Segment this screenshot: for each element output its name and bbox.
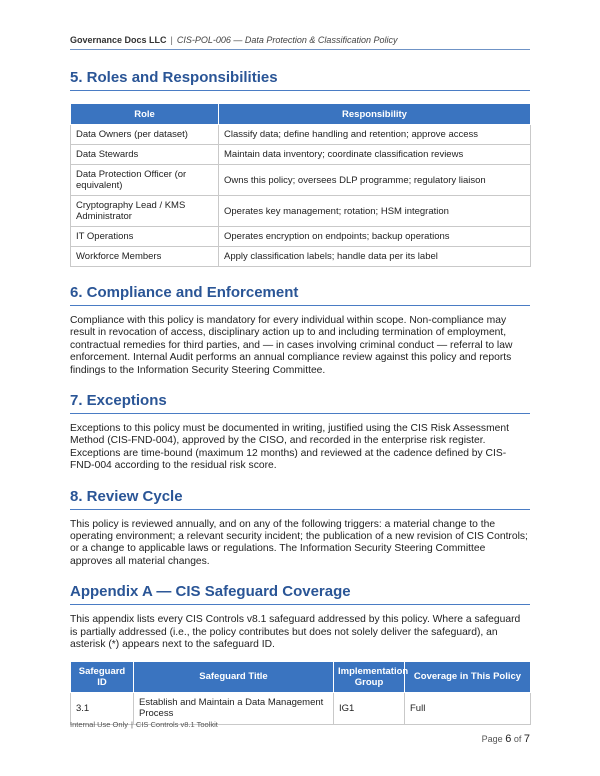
safeguard-table-header-row: [71, 661, 531, 692]
running-header: [70, 35, 530, 45]
table-row: [71, 125, 531, 145]
header-rule: [70, 49, 530, 50]
footer-separator: |: [130, 720, 133, 729]
page-content: [70, 69, 530, 725]
responsibility-cell: Classify data; define handling and retention; approve access: [219, 125, 531, 145]
section-7-paragraph: Exceptions to this policy must be documented in writing, justified using the CIS Risk Assessment Method (CIS-FND-004), approved by the CISO, and recorded in the enterprise risk register. Exceptions are time-bound (maximum 12 months) and reviewed at the cadence defined by CIS-FND-004 according to the residual risk score.: [70, 423, 509, 472]
responsibility-cell: Apply classification labels; handle data per its label: [219, 247, 531, 267]
table-row: [71, 145, 531, 165]
role-cell: IT Operations: [71, 227, 219, 247]
roles-header-role: Role: [71, 104, 219, 125]
header-separator: |: [170, 35, 173, 45]
running-footer: [70, 720, 218, 729]
safeguard-table: [70, 661, 531, 725]
appendix-a-paragraph: This appendix lists every CIS Controls v8.1 safeguard addressed by this policy. Where a safeguard is partially addressed (i.e., the policy contributes but does not solely deliver the safeguard), an asterisk (*) appears next to the safeguard ID.: [70, 614, 521, 651]
roles-table: [70, 103, 531, 267]
section-7-heading: 7. Exceptions: [70, 392, 530, 414]
appendix-a-heading: Appendix A — CIS Safeguard Coverage: [70, 583, 530, 605]
role-cell: Cryptography Lead / KMS Administrator: [71, 196, 219, 227]
page-current: 6: [505, 733, 512, 745]
implementation-group-cell: IG1: [334, 692, 405, 724]
role-cell: Data Stewards: [71, 145, 219, 165]
page-label: Page: [481, 734, 503, 744]
responsibility-cell: Maintain data inventory; coordinate classification reviews: [219, 145, 531, 165]
safeguard-title-cell: Establish and Maintain a Data Management Process: [134, 692, 334, 724]
responsibility-cell: Operates encryption on endpoints; backup operations: [219, 227, 531, 247]
responsibility-cell: Operates key management; rotation; HSM integration: [219, 196, 531, 227]
section-5-heading: 5. Roles and Responsibilities: [70, 69, 530, 91]
table-row: [71, 196, 531, 227]
table-row: [71, 165, 531, 196]
footer-toolkit: CIS Controls v8.1 Toolkit: [135, 720, 218, 729]
role-cell: Data Protection Officer (or equivalent): [71, 165, 219, 196]
role-cell: Workforce Members: [71, 247, 219, 267]
responsibility-cell: Owns this policy; oversees DLP programme; regulatory liaison: [219, 165, 531, 196]
footer-classification: Internal Use Only: [70, 720, 128, 729]
section-6-paragraph: Compliance with this policy is mandatory for every individual within scope. Non-compliance may result in revocation of access, disciplinary action up to and including termination of employment, contractual remedies for third parties, and — in cases involving criminal conduct — referral to law enforcement. Internal Audit performs an annual compliance review against this policy and reports findings to the Information Security Steering Committee.: [70, 315, 513, 376]
section-8-heading: 8. Review Cycle: [70, 488, 530, 510]
role-cell: Data Owners (per dataset): [71, 125, 219, 145]
page-of: of: [513, 734, 522, 744]
table-row: [71, 247, 531, 267]
section-8-paragraph: This policy is reviewed annually, and on any of the following triggers: a material change to the operating environment; a relevant security incident; the publication of a new revision of CIS Controls; or a change to applicable laws or regulations. The Information Security Steering Committee approves all material changes.: [70, 518, 528, 567]
coverage-cell: Full: [405, 692, 531, 724]
page-total: 7: [523, 733, 530, 745]
safeguard-header-coverage: Coverage in This Policy: [405, 661, 531, 692]
safeguard-header-id: Safeguard ID: [71, 661, 134, 692]
safeguard-id-cell: 3.1: [71, 692, 134, 724]
table-row: [71, 227, 531, 247]
roles-table-header-row: [71, 104, 531, 125]
header-org: Governance Docs LLC: [70, 35, 167, 45]
page-number: [482, 733, 530, 745]
section-6-heading: 6. Compliance and Enforcement: [70, 284, 530, 306]
roles-header-responsibility: Responsibility: [219, 104, 531, 125]
header-doc-title: CIS-POL-006 — Data Protection & Classification Policy: [176, 35, 398, 45]
safeguard-header-ig: Implementation Group: [334, 661, 405, 692]
safeguard-header-title: Safeguard Title: [134, 661, 334, 692]
